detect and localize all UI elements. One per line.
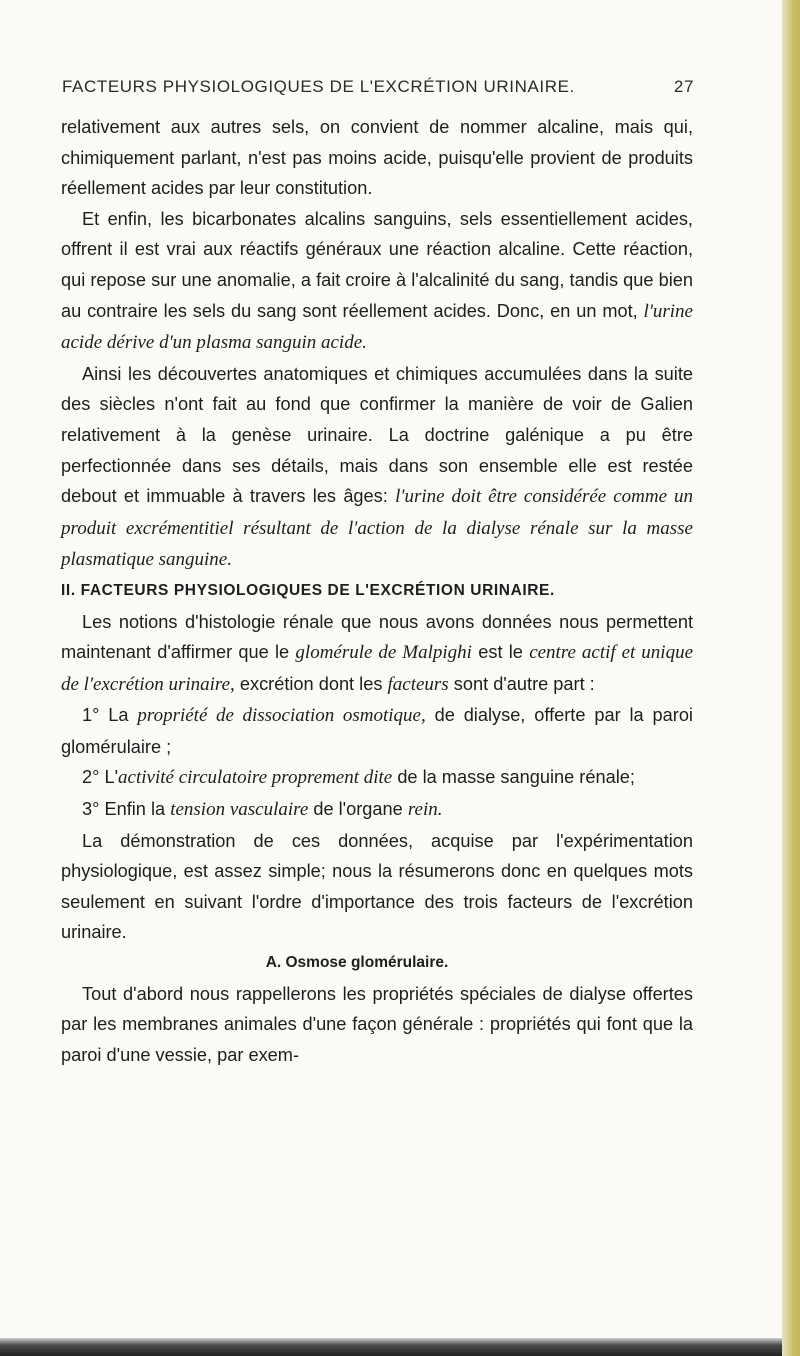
header-title: FACTEURS PHYSIOLOGIQUES DE L'EXCRÉTION URINAIRE. xyxy=(62,77,575,96)
emphasis-text: propriété de dissociation osmotique, xyxy=(137,705,426,727)
emphasis-text: l'urine doit être considérée comme un produit excrémentitiel résultant de l'action de la dialyse rénale sur la masse plasmatique sanguine. xyxy=(61,486,693,571)
list-text: La xyxy=(108,705,129,726)
paragraph: Tout d'abord nous rappellerons les propriétés spéciales de dialyse offertes par les membranes animales d'une façon générale : propriétés qui font que la paroi d'une vessie, par exem- xyxy=(61,983,693,1065)
list-number: 1° xyxy=(82,705,100,726)
paragraph xyxy=(61,607,693,701)
subsection-heading: A. Osmose glomérulaire. xyxy=(265,954,449,972)
list-item xyxy=(61,794,693,826)
paragraph: La démonstration de ces données, acquise par l'expérimentation physiologique, est assez simple; nous la résumerons donc en quelques mots seulement en suivant l'ordre d'importance des trois facteurs de l'excrétion urinaire. xyxy=(61,830,693,943)
list-number: 3° xyxy=(82,799,100,820)
paragraph xyxy=(61,204,693,359)
list-text: de l'organe xyxy=(313,799,403,820)
emphasis-text: facteurs xyxy=(387,673,449,695)
emphasis-text: activité circulatoire proprement dite xyxy=(118,767,393,789)
list-text: L' xyxy=(104,767,119,788)
list-item xyxy=(61,700,693,762)
list-text: Enfin la xyxy=(104,799,166,820)
list-text: de dialyse, offerte par la paroi glomérulaire ; xyxy=(61,705,693,757)
emphasis-text: glomérule de Malpighi xyxy=(295,642,472,664)
emphasis-text: l'urine acide dérive d'un plasma sanguin acide. xyxy=(61,300,693,354)
emphasis-text: centre actif et unique de l'excrétion urinaire, xyxy=(61,642,694,695)
page-edge-right xyxy=(782,0,800,1356)
page-edge-bottom xyxy=(0,1338,782,1356)
paragraph-text: est le xyxy=(478,642,523,663)
page-number: 27 xyxy=(673,77,694,96)
paragraph-text: Les notions d'histologie rénale que nous avons données nous permettent maintenant d'affirmer que le xyxy=(61,611,693,663)
body-text xyxy=(61,112,693,1070)
paragraph-text: excrétion dont les xyxy=(239,673,383,694)
list-text: de la masse sanguine rénale; xyxy=(397,767,635,788)
running-header xyxy=(62,73,694,101)
paragraph xyxy=(61,359,693,576)
paragraph-text: Ainsi les découvertes anatomiques et chimiques accumulées dans la suite des siècles n'ont fait au fond que confirmer la manière de voir de Galien relativement à la genèse urinaire. La doctrine galénique a pu être perfectionnée dans ses détails, mais dans son ensemble elle est restée debout et immuable à travers les âges: xyxy=(61,363,693,507)
emphasis-text: tension vasculaire xyxy=(170,799,309,821)
section-heading: II. FACTEURS PHYSIOLOGIQUES DE L'EXCRÉTION URINAIRE. xyxy=(61,581,555,599)
list-item xyxy=(61,762,693,794)
paragraph-text: Et enfin, les bicarbonates alcalins sanguins, sels essentiellement acides, offrent il est vrai aux réactifs généraux une réaction alcaline. Cette réaction, qui repose sur une anomalie, a fait croire à l'alcalinité du sang, tandis que bien au contraire les sels du sang sont réellement acides. Donc, en un mot, xyxy=(61,208,693,321)
paragraph-text: sont d'autre part : xyxy=(453,673,595,694)
list-number: 2° xyxy=(82,767,100,788)
paragraph: relativement aux autres sels, on convient de nommer alcaline, mais qui, chimiquement parlant, n'est pas moins acide, puisqu'elle provient de produits réellement acides par leur constitution. xyxy=(61,117,693,199)
emphasis-text: rein. xyxy=(407,799,443,821)
